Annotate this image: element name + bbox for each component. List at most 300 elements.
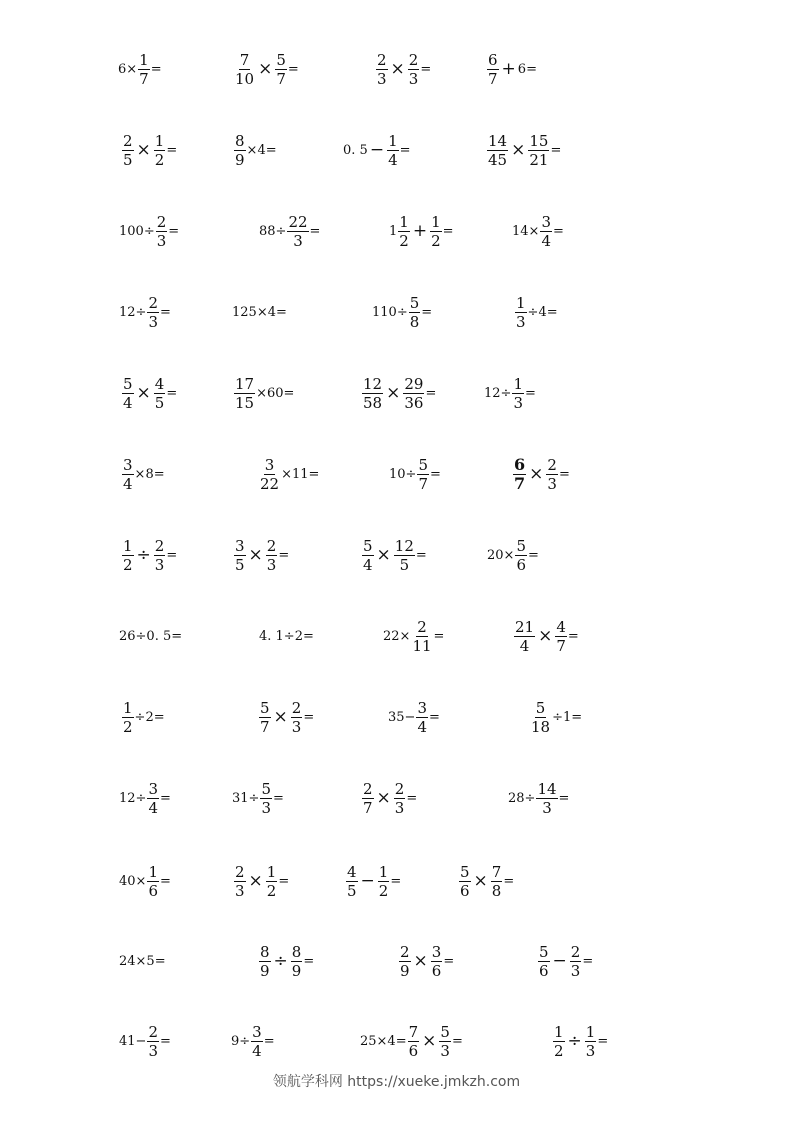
fraction: [266, 538, 278, 573]
denominator: 7: [276, 69, 286, 88]
operator: −: [369, 139, 385, 160]
fraction: [376, 52, 388, 87]
denominator: 7: [139, 69, 149, 88]
numerator: 5: [261, 779, 271, 798]
fraction: [487, 52, 499, 87]
numerator: 8: [235, 131, 245, 150]
numerator: 3: [541, 212, 551, 231]
numerator: 2: [123, 131, 133, 150]
numerator: 1: [516, 293, 526, 312]
expression-text: ×60=: [256, 385, 295, 401]
fraction: [287, 214, 308, 249]
expression-text: =: [451, 1033, 463, 1049]
denominator: 2: [266, 881, 277, 900]
denominator: 9: [260, 961, 270, 980]
denominator: 5: [399, 555, 410, 574]
expression-text: 31÷: [232, 790, 260, 806]
denominator: 3: [377, 69, 387, 88]
problem: [508, 778, 569, 818]
numerator: 14: [537, 779, 557, 798]
denominator: 6: [539, 961, 549, 980]
fraction: [122, 376, 134, 411]
expression-text: =: [429, 466, 441, 482]
denominator: 4: [541, 231, 551, 250]
denominator: 6: [460, 881, 470, 900]
denominator: 58: [363, 393, 383, 412]
denominator: 7: [556, 636, 566, 655]
fraction: [260, 781, 272, 816]
problem: [119, 941, 166, 981]
fraction: [553, 1024, 565, 1059]
problem: [233, 373, 294, 413]
expression-text: =: [503, 873, 515, 889]
expression-text: =: [390, 873, 402, 889]
expression-text: 100÷: [119, 223, 155, 239]
expression-text: 25×4=: [360, 1033, 407, 1049]
numerator: 5: [409, 293, 420, 312]
expression-text: =: [420, 61, 432, 77]
operator: ×: [422, 1030, 437, 1051]
fraction: [555, 619, 567, 654]
problem: [258, 941, 314, 981]
numerator: 3: [235, 536, 245, 555]
fraction: [122, 700, 134, 735]
numerator: 1: [139, 50, 149, 69]
expression-text: 26÷0. 5=: [119, 628, 183, 644]
numerator: 2: [417, 617, 427, 636]
problem: [233, 130, 277, 170]
numerator: 5: [418, 455, 428, 474]
expression-text: 9÷: [231, 1033, 251, 1049]
numerator: 5: [535, 698, 546, 717]
operator: −: [552, 950, 567, 971]
denominator: 7: [260, 717, 270, 736]
expression-text: =: [159, 790, 171, 806]
expression-text: =: [442, 223, 454, 239]
denominator: 7: [418, 474, 428, 493]
problem: [537, 941, 593, 981]
fraction: [291, 700, 303, 735]
denominator: 6: [408, 1041, 419, 1060]
expression-text: =: [166, 142, 178, 158]
numerator: 12: [394, 536, 414, 555]
problem: [233, 49, 299, 89]
denominator: 3: [394, 798, 405, 817]
denominator: 2: [399, 231, 409, 250]
denominator: 5: [347, 881, 357, 900]
expression-text: 125×4=: [232, 304, 287, 320]
fraction: [403, 376, 424, 411]
fraction: [138, 52, 150, 87]
problem: [512, 211, 564, 251]
fraction: [417, 457, 429, 492]
operator: ×: [258, 58, 273, 79]
denominator: 5: [235, 555, 245, 574]
fraction: [147, 1024, 159, 1059]
fraction: [491, 864, 503, 899]
fraction: [394, 538, 415, 573]
fraction: [409, 295, 421, 330]
operator: ×: [511, 139, 526, 160]
fraction: [362, 538, 374, 573]
fraction: [122, 133, 134, 168]
numerator: 1: [123, 536, 133, 555]
expression-text: ÷1=: [552, 709, 583, 725]
operator: ×: [376, 544, 391, 565]
denominator: 8: [409, 312, 420, 331]
numerator: 5: [123, 374, 133, 393]
problem: [383, 616, 444, 656]
problem: [258, 697, 314, 737]
numerator: 21: [515, 617, 535, 636]
expression-text: 0. 5: [343, 142, 368, 158]
fraction: [154, 538, 166, 573]
denominator: 3: [547, 474, 557, 493]
fraction: [346, 864, 358, 899]
fraction: [147, 781, 159, 816]
numerator: 3: [252, 1022, 262, 1041]
fraction: [122, 457, 134, 492]
denominator: 11: [412, 636, 432, 655]
fraction: [156, 214, 168, 249]
denominator: 15: [235, 393, 255, 412]
expression-text: =: [527, 547, 539, 563]
expression-text: ÷4=: [527, 304, 558, 320]
fraction: [234, 538, 246, 573]
numerator: 1: [388, 131, 398, 150]
problem: [232, 292, 287, 332]
denominator: 6: [516, 555, 526, 574]
denominator: 3: [542, 798, 552, 817]
problem: [458, 861, 514, 901]
problem: [121, 535, 177, 575]
fraction: [538, 944, 550, 979]
expression-text: =: [415, 547, 427, 563]
problem: [258, 454, 319, 494]
expression-text: 10÷: [389, 466, 417, 482]
problem: [118, 49, 162, 89]
problem: [375, 49, 431, 89]
numerator: 2: [148, 1022, 158, 1041]
expression-text: =: [159, 873, 171, 889]
problem: [259, 616, 314, 656]
problem: [389, 454, 441, 494]
denominator: 18: [531, 717, 551, 736]
fraction: [408, 1024, 420, 1059]
fraction: [408, 52, 420, 87]
denominator: 4: [388, 150, 398, 169]
denominator: 4: [363, 555, 373, 574]
denominator: 2: [554, 1041, 564, 1060]
expression-text: =: [406, 790, 418, 806]
numerator: 3: [264, 455, 275, 474]
denominator: 7: [514, 473, 526, 493]
denominator: 2: [154, 150, 165, 169]
problem: [361, 535, 427, 575]
problem: [233, 861, 289, 901]
fraction: [515, 538, 527, 573]
operator: +: [412, 220, 428, 241]
fraction: [585, 1024, 597, 1059]
fraction: [399, 944, 411, 979]
problem: [388, 697, 440, 737]
operator: ×: [386, 382, 401, 403]
expression-text: 24×5=: [119, 953, 166, 969]
denominator: 3: [408, 69, 419, 88]
denominator: 22: [260, 474, 280, 493]
fraction: [540, 214, 552, 249]
expression-text: =: [278, 547, 290, 563]
numerator: 5: [440, 1022, 450, 1041]
denominator: 3: [148, 312, 158, 331]
denominator: 3: [516, 312, 526, 331]
problem: [233, 535, 289, 575]
numerator: 22: [288, 212, 308, 231]
numerator: 5: [516, 536, 526, 555]
problem: [121, 373, 177, 413]
numerator: 2: [547, 455, 557, 474]
problem: [486, 130, 561, 170]
denominator: 3: [570, 961, 581, 980]
fraction: [251, 1024, 263, 1059]
expression-text: =: [443, 953, 455, 969]
operator: ×: [473, 870, 488, 891]
numerator: 7: [408, 1022, 419, 1041]
expression-text: ×4=: [246, 142, 277, 158]
operator: ×: [248, 870, 263, 891]
fraction: [154, 376, 166, 411]
problem: [232, 778, 284, 818]
denominator: 36: [404, 393, 424, 412]
problem: [529, 697, 582, 737]
expression-text: =: [166, 547, 178, 563]
numerator: 6: [488, 50, 498, 69]
numerator: 15: [529, 131, 549, 150]
numerator: 5: [460, 862, 470, 881]
expression-text: =: [597, 1033, 609, 1049]
denominator: 5: [123, 150, 133, 169]
fraction: [266, 864, 278, 899]
problem: [512, 454, 570, 494]
denominator: 9: [235, 150, 245, 169]
denominator: 4: [252, 1041, 262, 1060]
fraction: [514, 619, 535, 654]
problem: [119, 1021, 171, 1061]
denominator: 45: [488, 150, 508, 169]
denominator: 6: [431, 961, 442, 980]
numerator: 6: [514, 454, 526, 474]
denominator: 4: [123, 474, 133, 493]
operator: −: [360, 870, 375, 891]
fraction: [362, 781, 374, 816]
fraction: [394, 781, 406, 816]
numerator: 4: [154, 374, 165, 393]
expression-text: 88÷: [259, 223, 287, 239]
numerator: 3: [417, 698, 427, 717]
numerator: 4: [347, 862, 357, 881]
numerator: 2: [148, 293, 158, 312]
expression-text: 41−: [119, 1033, 147, 1049]
problem: [484, 373, 536, 413]
expression-text: =: [159, 304, 171, 320]
numerator: 5: [260, 698, 270, 717]
problem: [119, 616, 182, 656]
expression-text: 35−: [388, 709, 416, 725]
fraction: [398, 214, 410, 249]
numerator: 2: [235, 862, 245, 881]
operator: ×: [376, 787, 391, 808]
numerator: 3: [148, 779, 158, 798]
operator: ×: [273, 706, 288, 727]
expression-text: =: [272, 790, 284, 806]
expression-text: 6×: [118, 61, 138, 77]
denominator: 2: [431, 231, 441, 250]
fraction: [439, 1024, 451, 1059]
expression-text: 14×: [512, 223, 540, 239]
numerator: 2: [394, 779, 405, 798]
operator: ×: [248, 544, 263, 565]
expression-text: =: [303, 953, 315, 969]
fraction: [411, 619, 432, 654]
fraction: [147, 295, 159, 330]
expression-text: =: [558, 466, 570, 482]
denominator: 3: [293, 231, 303, 250]
fraction: [487, 133, 508, 168]
fraction: [430, 214, 442, 249]
denominator: 4: [417, 717, 427, 736]
problem: [514, 292, 558, 332]
denominator: 4: [148, 798, 158, 817]
denominator: 3: [156, 231, 167, 250]
denominator: 3: [585, 1041, 596, 1060]
problem: [119, 292, 171, 332]
expression-text: =: [159, 1033, 171, 1049]
expression-text: =: [567, 628, 579, 644]
fraction: [570, 944, 582, 979]
denominator: 3: [154, 555, 165, 574]
denominator: 9: [400, 961, 410, 980]
problem: [121, 130, 177, 170]
numerator: 1: [154, 131, 165, 150]
expression-text: =: [278, 873, 290, 889]
expression-text: =: [428, 709, 440, 725]
numerator: 12: [363, 374, 383, 393]
operator: ÷: [567, 1030, 582, 1051]
fraction: [536, 781, 557, 816]
denominator: 2: [378, 881, 389, 900]
numerator: 1: [148, 862, 158, 881]
fraction: [387, 133, 399, 168]
fraction: [512, 376, 524, 411]
denominator: 2: [123, 555, 133, 574]
expression-text: 12÷: [119, 790, 147, 806]
expression-text: =: [582, 953, 594, 969]
numerator: 2: [377, 50, 387, 69]
denominator: 3: [291, 717, 302, 736]
fraction: [234, 52, 255, 87]
expression-text: =: [309, 223, 321, 239]
operator: ×: [413, 950, 428, 971]
numerator: 2: [291, 698, 302, 717]
expression-text: =: [303, 709, 315, 725]
numerator: 1: [513, 374, 523, 393]
fraction: [530, 700, 551, 735]
operator: ×: [136, 139, 151, 160]
problem: [119, 211, 179, 251]
problem: [259, 211, 320, 251]
problem: [231, 1021, 275, 1061]
fraction: [122, 538, 134, 573]
expression-text: =: [421, 304, 433, 320]
numerator: 4: [556, 617, 566, 636]
operator: ÷: [273, 950, 288, 971]
fraction: [362, 376, 383, 411]
expression-text: =: [425, 385, 437, 401]
fraction: [546, 457, 558, 492]
numerator: 1: [123, 698, 133, 717]
denominator: 8: [491, 881, 502, 900]
denominator: 4: [519, 636, 530, 655]
numerator: 1: [399, 212, 409, 231]
fraction: [259, 700, 271, 735]
numerator: 8: [260, 942, 270, 961]
numerator: 8: [291, 942, 302, 961]
fraction: [459, 864, 471, 899]
denominator: 10: [235, 69, 255, 88]
problem: [361, 373, 436, 413]
numerator: 2: [156, 212, 167, 231]
denominator: 9: [291, 961, 302, 980]
denominator: 4: [123, 393, 133, 412]
expression-text: =: [150, 61, 162, 77]
denominator: 7: [363, 798, 373, 817]
fraction: [513, 454, 526, 493]
denominator: 3: [440, 1041, 450, 1060]
expression-text: =: [168, 223, 180, 239]
expression-text: 28÷: [508, 790, 536, 806]
fraction: [234, 376, 255, 411]
expression-text: ×8=: [134, 466, 165, 482]
numerator: 2: [408, 50, 419, 69]
problem: [361, 778, 417, 818]
expression-text: 110÷: [372, 304, 408, 320]
operator: ÷: [136, 544, 151, 565]
expression-text: 40×: [119, 873, 147, 889]
denominator: 5: [154, 393, 165, 412]
expression-text: =: [552, 223, 564, 239]
numerator: 3: [123, 455, 133, 474]
expression-text: =: [287, 61, 299, 77]
problem: [487, 535, 539, 575]
watermark-footer: 领航学科网 https://xueke.jmkzh.com: [272, 1074, 521, 1090]
expression-text: =: [550, 142, 562, 158]
expression-text: ×11=: [281, 466, 320, 482]
denominator: 3: [266, 555, 277, 574]
denominator: 3: [235, 881, 245, 900]
numerator: 7: [239, 50, 250, 69]
problem: [398, 941, 454, 981]
operator: ×: [390, 58, 405, 79]
problem: [121, 697, 165, 737]
fraction: [259, 457, 280, 492]
fraction: [431, 944, 443, 979]
numerator: 2: [363, 779, 373, 798]
denominator: 3: [148, 1041, 158, 1060]
problem: [343, 130, 411, 170]
numerator: 3: [431, 942, 442, 961]
problem: [372, 292, 432, 332]
numerator: 5: [276, 50, 286, 69]
